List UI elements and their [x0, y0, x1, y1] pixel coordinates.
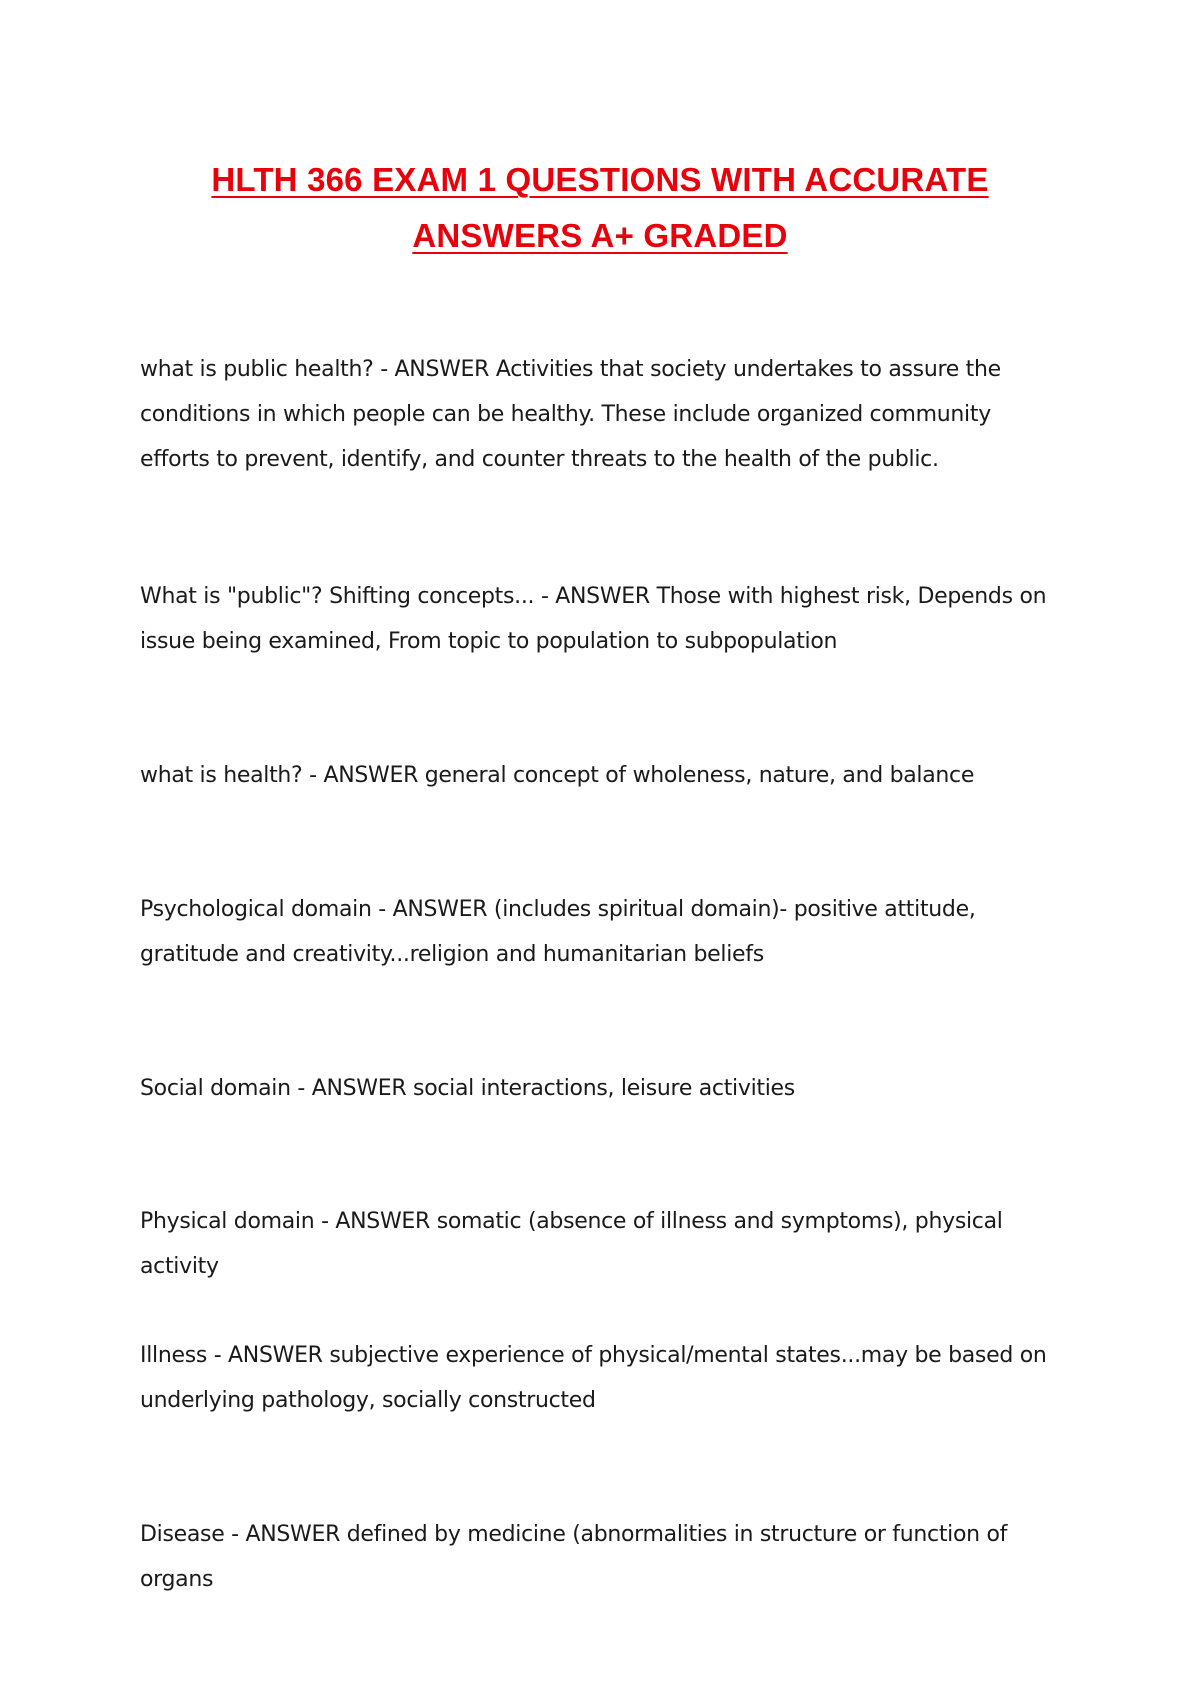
title-line-2: ANSWERS A+ GRADED [412, 217, 788, 254]
qa-entry-what-is-public: What is "public"? Shifting concepts... - ANSWER Those with highest risk, Depends on issue being examined, From topic to population to subpopulation [140, 584, 1047, 654]
qa-entry-disease: Disease - ANSWER defined by medicine (abnormalities in structure or function of organs [140, 1522, 1008, 1592]
qa-entry-what-is-health: what is health? - ANSWER general concept of wholeness, nature, and balance [140, 763, 975, 788]
qa-entry-illness: Illness - ANSWER subjective experience of physical/mental states...may be based on underlying pathology, socially constructed [140, 1343, 1047, 1413]
qa-entry-psychological-domain: Psychological domain - ANSWER (includes spiritual domain)- positive attitude, gratitude and creativity...religion and humanitarian beliefs [140, 897, 976, 967]
title-line-1: HLTH 366 EXAM 1 QUESTIONS WITH ACCURATE [211, 161, 989, 198]
qa-entry-public-health: what is public health? - ANSWER Activities that society undertakes to assure the conditions in which people can be healthy. These include organized community efforts to prevent, identify, and counter threats to the health of the public. [140, 357, 1001, 472]
document-title [140, 152, 1060, 264]
qa-entry-social-domain: Social domain - ANSWER social interactions, leisure activities [140, 1076, 795, 1101]
qa-entry-physical-domain: Physical domain - ANSWER somatic (absence of illness and symptoms), physical activity [140, 1209, 1003, 1279]
